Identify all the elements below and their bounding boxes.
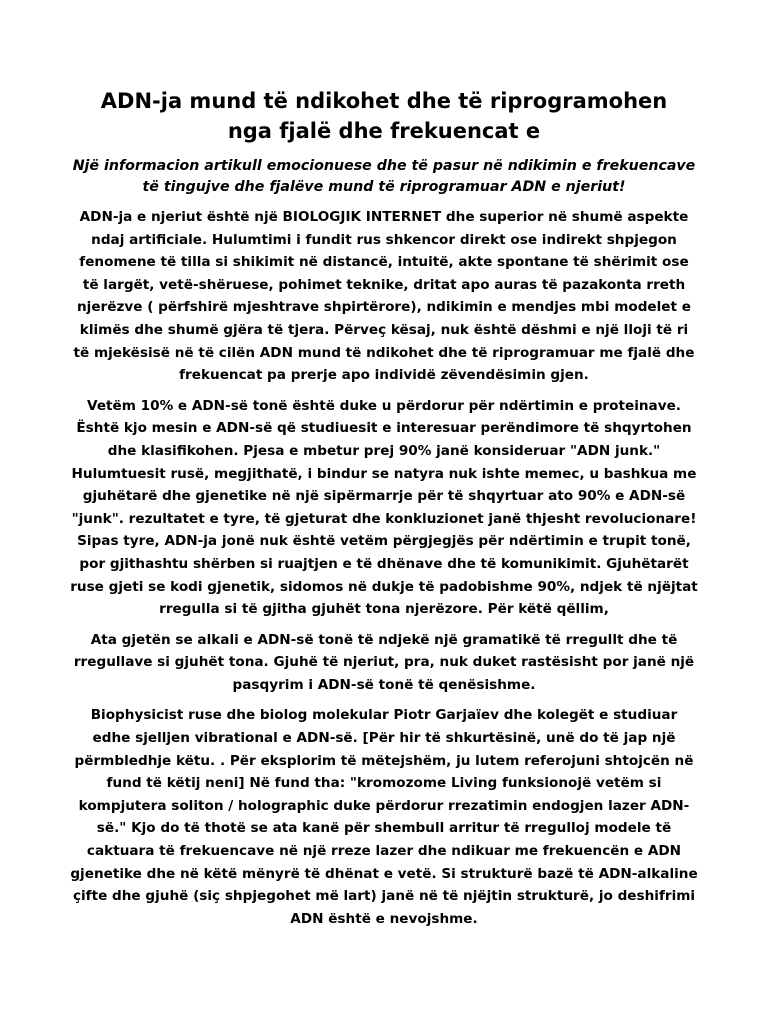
- paragraph-4: Biophysicist ruse dhe biolog molekular Piotr Garjaïev dhe kolegët e studiuar edhe sjelljen vibrational e ADN-së. [Për hir të shkurtësinë, unë do të jap një përmbledhje këtu. . Për eksplorim të mëtejshëm, ju lutem referojuni shtojcën në fund të këtij neni] Në fund tha: "kromozome Living funksionojë vetëm si kompjutera soliton / holographic duke përdorur rrezatimin endogjen lazer ADN-së." Kjo do të thotë se ata kanë për shembull arritur të rregulloj modele të caktuara të frekuencave në një rreze lazer dhe ndikuar me frekuencën e ADN gjenetike dhe në këtë mënyrë të dhënat e vetë. Si strukturë bazë të ADN-alkaline çifte dhe gjuhë (siç shpjegohet më lart) janë në të njëjtin strukturë, jo deshifrimi ADN është e nevojshme.: [70, 707, 698, 927]
- document-page: [70, 86, 698, 938]
- title-line-2: nga fjalë dhe frekuencat e: [227, 119, 541, 143]
- paragraph-3: Ata gjetën se alkali e ADN-së tonë të ndjekë një gramatikë të rregullt dhe të rregullave si gjuhët tona. Gjuhë të njeriut, pra, nuk duket rastësisht por janë një pasqyrim i ADN-së tonë të qenësishme.: [73, 631, 695, 693]
- title-line-1: ADN-ja mund të ndikohet dhe të riprogramohen: [100, 89, 668, 113]
- paragraph-1: ADN-ja e njeriut është një BIOLOGJIK INTERNET dhe superior në shumë aspekte ndaj artificiale. Hulumtimi i fundit rus shkencor direkt ose indirekt shpjegon fenomene të tilla si shikimit në distancë, intuitë, akte spontane të shërimit ose të largët, vetë-shëruese, pohimet teknike, dritat apo auras të pazakonta rreth njerëzve ( përfshirë mjeshtrave shpirtërore), ndikimin e mendjes mbi modelet e klimës dhe shumë gjëra të tjera. Përveç kësaj, nuk është dëshmi e një lloji të ri të mjekësisë në të cilën ADN mund të ndikohet dhe të riprogramuar me fjalë dhe frekuencat pa prerje apo individë zëvendësimin gjen.: [73, 209, 695, 384]
- document-subtitle: Një informacion artikull emocionuese dhe të pasur në ndikimin e frekuencave të tingujve dhe fjalëve mund të riprogramuar ADN e njeriut!: [72, 158, 696, 195]
- paragraph-2: Vetëm 10% e ADN-së tonë është duke u përdorur për ndërtimin e proteinave. Është kjo mesin e ADN-së që studiuesit e interesuar perëndimore të shqyrtohen dhe klasifikohen. Pjesa e mbetur prej 90% janë konsideruar "ADN junk." Hulumtuesit rusë, megjithatë, i bindur se natyra nuk ishte memec, u bashkua me gjuhëtarë dhe gjenetike në një sipërmarrje për të shqyrtuar ato 90% e ADN-së "junk". rezultatet e tyre, të gjeturat dhe konkluzionet janë thjesht revolucionare! Sipas tyre, ADN-ja jonë nuk është vetëm përgjegjës për ndërtimin e trupit tonë, por gjithashtu shërben si ruajtjen e të dhënave dhe të komunikimit. Gjuhëtarët ruse gjeti se kodi gjenetik, sidomos në dukje të padobishme 90%, ndjek të njëjtat rregulla si të gjitha gjuhët tona njerëzore. Për këtë qëllim,: [70, 397, 698, 618]
- document-title: [70, 86, 698, 146]
